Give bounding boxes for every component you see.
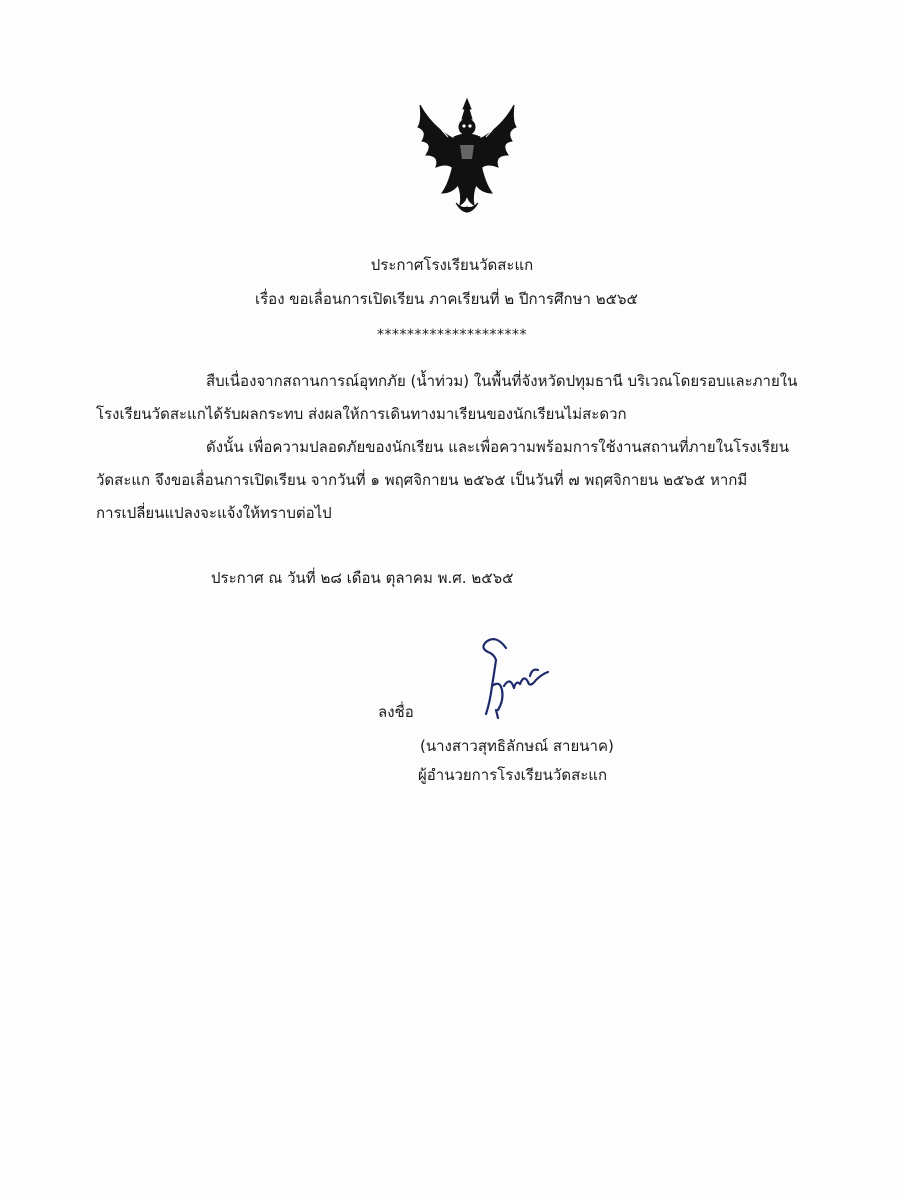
signature-label: ลงชื่อ [378,703,414,721]
announcement-title: ประกาศโรงเรียนวัดสะแก [370,256,534,274]
body-line: โรงเรียนวัดสะแกได้รับผลกระทบ ส่งผลให้การเดินทางมาเรียนของนักเรียนไม่สะดวก [96,405,627,423]
body-line: ดังนั้น เพื่อความปลอดภัยของนักเรียน และเพื่อความพร้อมการใช้งานสถานที่ภายในโรงเรียน [206,438,789,456]
signer-position: ผู้อำนวยการโรงเรียนวัดสะแก [418,766,608,784]
announcement-date: ประกาศ ณ วันที่ ๒๘ เดือน ตุลาคม พ.ศ. ๒๕๖๕ [211,569,514,587]
body-line: วัดสะแก จึงขอเลื่อนการเปิดเรียน จากวันที่ ๑ พฤศจิกายน ๒๕๖๕ เป็นวันที่ ๗ พฤศจิกายน ๒๕๖๕ หากมี [96,471,748,489]
announcement-subject: เรื่อง ขอเลื่อนการเปิดเรียน ภาคเรียนที่ ๒ ปีการศึกษา ๒๕๖๕ [255,290,638,308]
body-line: การเปลี่ยนแปลงจะแจ้งให้ทราบต่อไป [96,504,332,522]
handwritten-signature [466,630,566,720]
garuda-emblem-icon [412,97,522,221]
body-line: สืบเนื่องจากสถานการณ์อุทกภัย (น้ำท่วม) ในพื้นที่จังหวัดปทุมธานี บริเวณโดยรอบและภายใน [206,372,798,390]
separator: ******************** [377,327,527,343]
signer-name: (นางสาวสุทธิลักษณ์ สายนาค) [420,737,614,755]
